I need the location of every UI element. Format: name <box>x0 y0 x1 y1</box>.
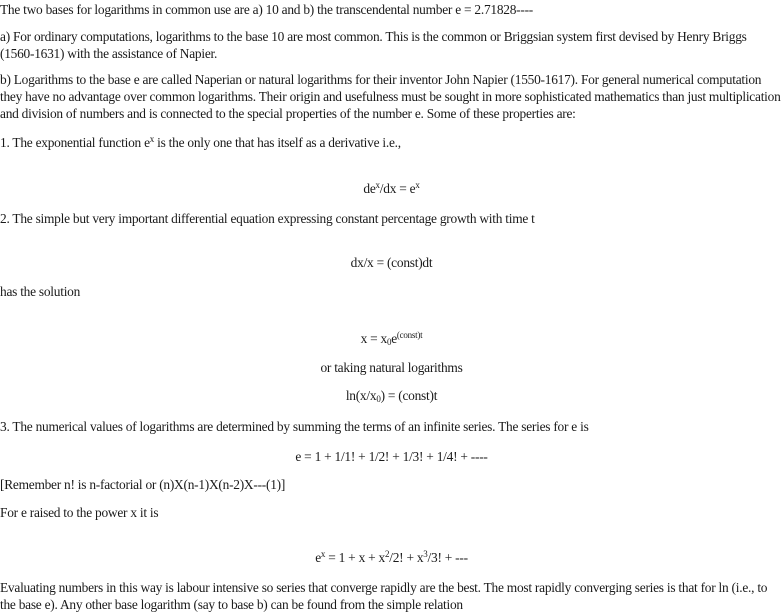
equation-differential: dx/x = (const)dt <box>350 255 433 270</box>
paragraph-a: a) For ordinary computations, logarithms to the base 10 are most common. This is the common or Briggsian system first devised by Henry Briggs (1560-1631) with the assistance of Napier. <box>0 29 747 61</box>
equation-derivative <box>0 180 783 197</box>
equation-solution <box>0 330 783 347</box>
eq-deriv-p2: /dx = e <box>379 181 416 196</box>
eq-ex-p1: e <box>315 550 321 565</box>
eq-sol-p1: x = x <box>360 331 387 346</box>
equation-ln <box>0 387 783 404</box>
property-2: 2. The simple but very important differential equation expressing constant percentage growth with time t <box>0 211 535 226</box>
has-solution-text: has the solution <box>0 284 81 299</box>
property-1-after: is the only one that has itself as a derivative i.e., <box>154 135 401 150</box>
intro-text: The two bases for logarithms in common use are a) 10 and b) the transcendental number e = 2.71828---- <box>0 2 534 17</box>
for-e-power-text: For e raised to the power x it is <box>0 505 159 520</box>
eq-ex-sup1: x <box>320 549 326 559</box>
eq-deriv-sup1: x <box>375 180 380 190</box>
property-3: 3. The numerical values of logarithms are determined by summing the terms of an infinite series. The series for e is <box>0 419 589 434</box>
evaluating-paragraph: Evaluating numbers in this way is labour intensive so series that converge rapidly are the best. The most rapidly converging series is that for ln (i.e., to the base e). Any other base logarithm (say to base b) can be found from the simple relation <box>0 580 768 612</box>
eq-ln-p1: ln(x/x <box>345 388 377 403</box>
property-1 <box>0 134 401 151</box>
eq-sol-sub: 0 <box>386 337 392 347</box>
eq-ln-p2: ) = (const)t <box>380 388 438 403</box>
eq-deriv-sup2: x <box>415 180 420 190</box>
equation-e-series: e = 1 + 1/1! + 1/2! + 1/3! + 1/4! + ---- <box>295 449 488 464</box>
eq-ex-sup3: 3 <box>423 549 428 559</box>
paragraph-b: b) Logarithms to the base e are called Naperian or natural logarithms for their inventor John Napier (1550-1617). For general numerical computation they have no advantage over common logarithms. Their origin and usefulness must be sought in more sophisticated mathematics than just multiplication and division of numbers and is connected to the special properties of the number e. Some of these properties are: <box>0 72 781 121</box>
eq-ex-p2: = 1 + x + x <box>325 550 385 565</box>
property-1-before: 1. The exponential function e <box>0 135 150 150</box>
property-1-sup: x <box>149 134 155 144</box>
eq-sol-sup: (const)t <box>396 330 423 340</box>
equation-ex-series <box>0 549 783 566</box>
eq-ln-sub: 0 <box>376 394 381 404</box>
eq-deriv-p1: de <box>363 181 376 196</box>
remember-note: [Remember n! is n-factorial or (n)X(n-1)X(n-2)X---(1)] <box>0 477 286 492</box>
eq-ex-p4: /3! + --- <box>427 550 468 565</box>
or-taking-text: or taking natural logarithms <box>320 360 463 375</box>
eq-ex-sup2: 2 <box>384 549 390 559</box>
eq-ex-p3: /2! + x <box>389 550 424 565</box>
eq-sol-p2: e <box>391 331 397 346</box>
